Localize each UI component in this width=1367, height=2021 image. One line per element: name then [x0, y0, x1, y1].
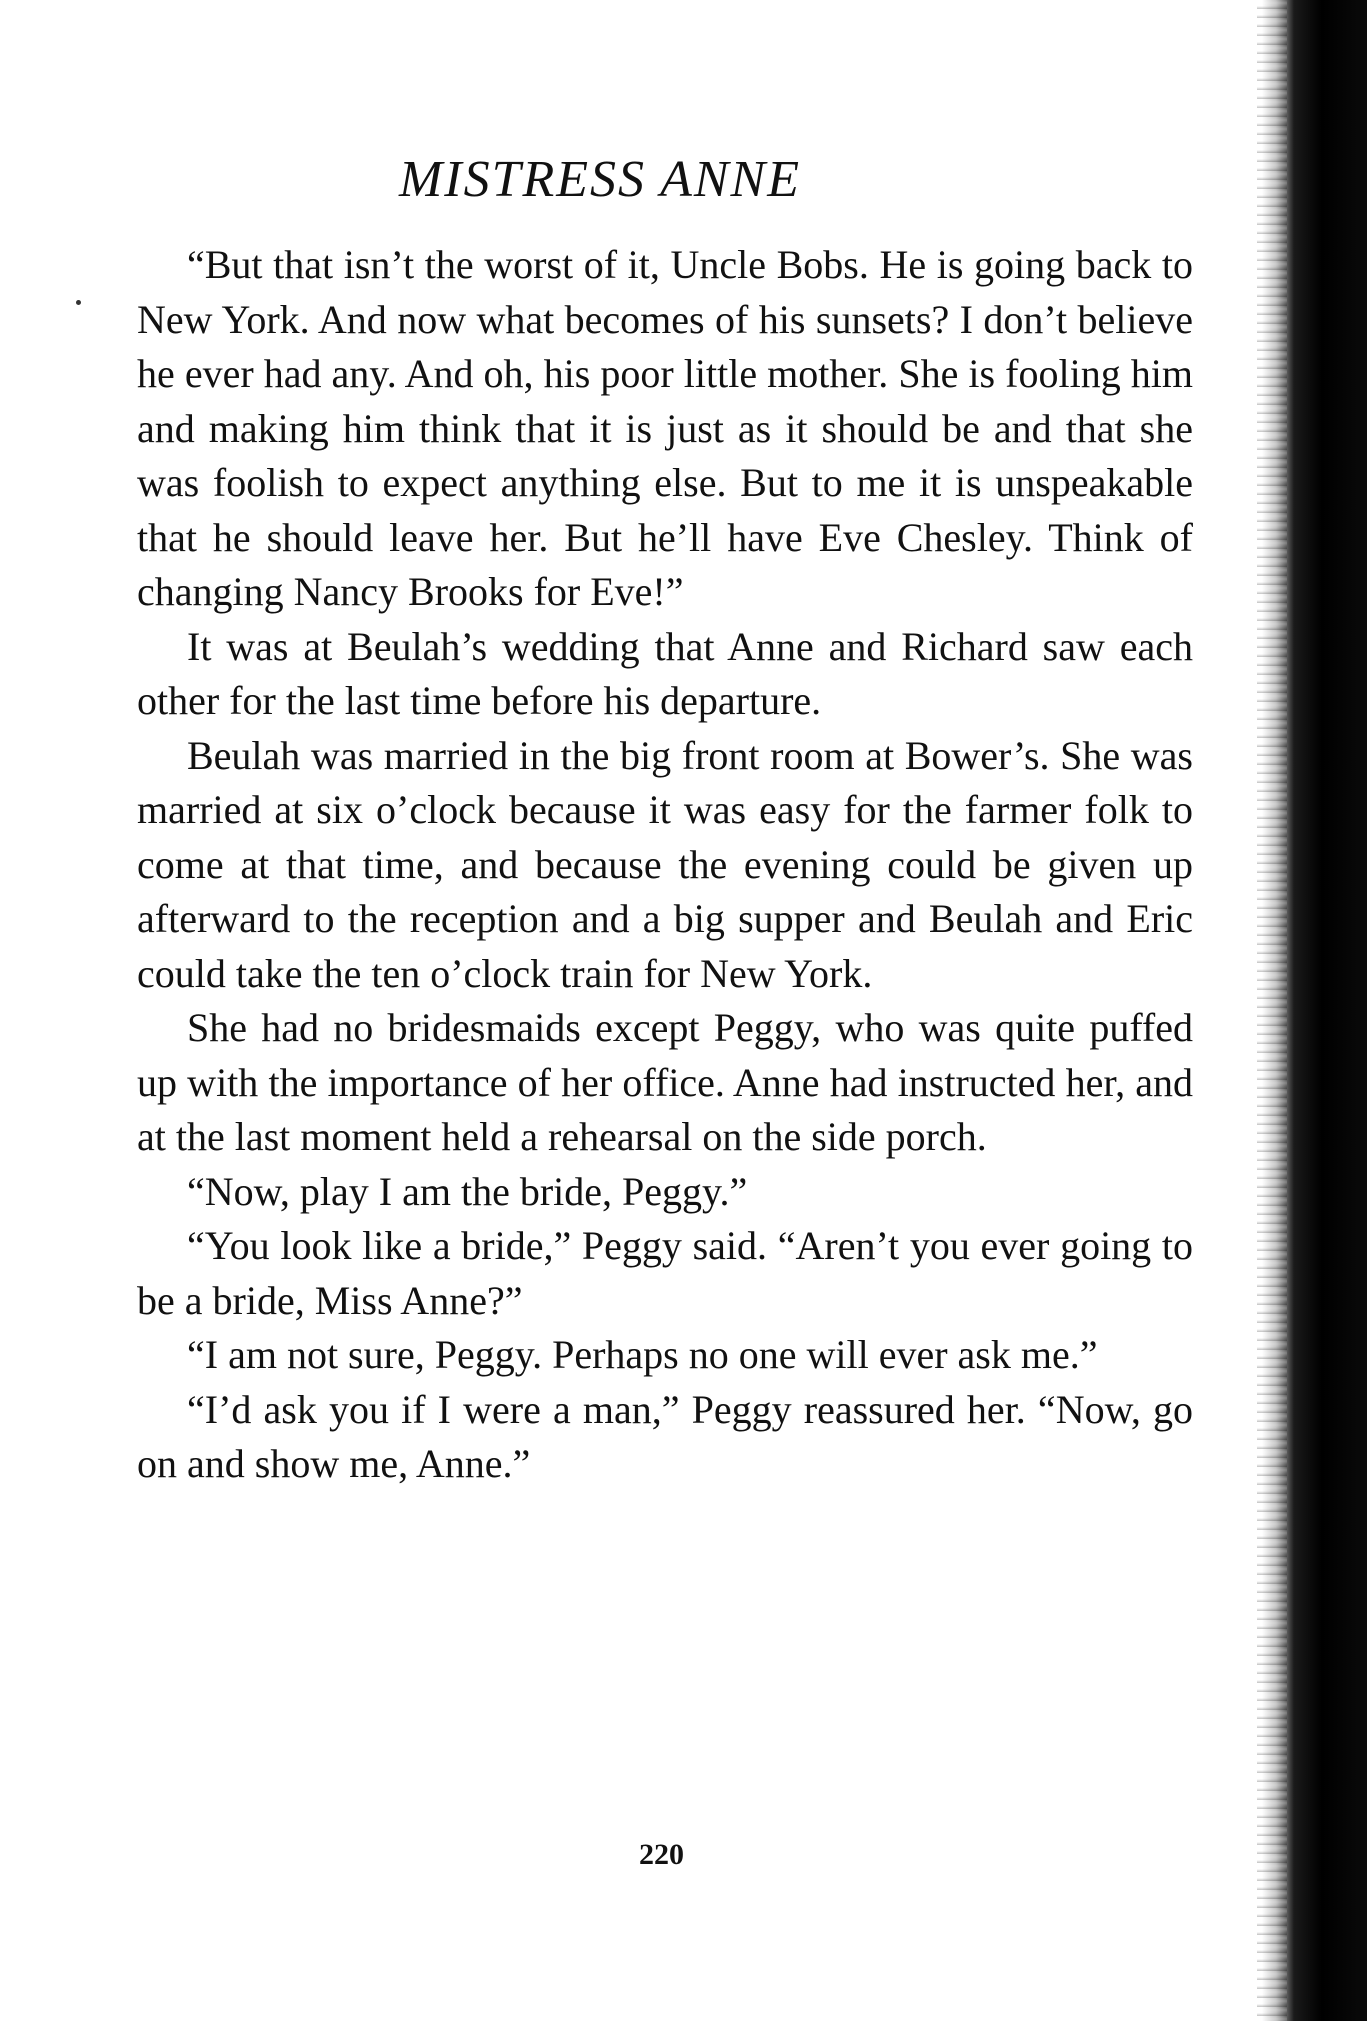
body-text: [137, 238, 1193, 1492]
paragraph-7: “I am not sure, Peggy. Perhaps no one will ever ask me.”: [187, 1332, 1098, 1377]
binding-shadow-texture: [1257, 0, 1287, 2021]
paragraph-2: It was at Beulah’s wedding that Anne and Richard saw each other for the last time before his departure.: [137, 623, 1193, 723]
stray-ink-mark: [76, 300, 81, 305]
paragraph-1: “But that isn’t the worst of it, Uncle Bobs. He is going back to New York. And now what becomes of his sunsets? I don’t believe he ever had any. And oh, his poor little mother. She is fooling him and making him think that it is just as it should be and that she was foolish to expect anything else. But to me it is unspeakable that he should leave her. But he’ll have Eve Chesley. Think of changing Nancy Brooks for Eve!”: [137, 242, 1193, 614]
paragraph-4: She had no bridesmaids except Peggy, who was quite puffed up with the importance of her office. Anne had instructed her, and at the last moment held a rehearsal on the side porch.: [137, 1005, 1193, 1159]
paragraph-5: “Now, play I am the bride, Peggy.”: [187, 1168, 748, 1214]
running-head: MISTRESS ANNE: [398, 151, 802, 208]
page-number: 220: [639, 1838, 684, 1871]
paragraph-8: “I’d ask you if I were a man,” Peggy reassured her. “Now, go on and show me, Anne.”: [137, 1386, 1193, 1486]
paragraph-6: “You look like a bride,” Peggy said. “Aren’t you ever going to be a bride, Miss Anne?”: [137, 1223, 1193, 1323]
paragraph-3: Beulah was married in the big front room at Bower’s. She was married at six o’clock because it was easy for the farmer folk to come at that time, and because the evening could be given up afterward to the reception and a big supper and Beulah and Eric could take the ten o’clock train for New York.: [137, 732, 1193, 996]
